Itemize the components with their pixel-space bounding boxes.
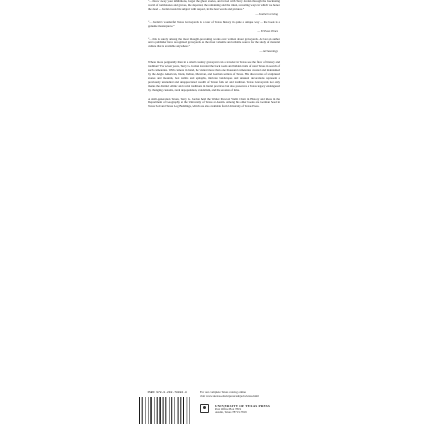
catalog-url[interactable]: visit www.utexas.edu/utpress/subjects/texas.html xyxy=(200,393,259,398)
blurb-text: “... throw away your inhibitions, forget the ghost stories, and travel with Terry Jordan through the fascinating world of tombstones and graves, the departed, the remaining and the ritual, revealing ways in which we honor the dead ... Jordan treats his subject with respect, in the best words and pictures.” xyxy=(148,0,280,11)
cover-footer xyxy=(138,391,298,429)
catalog-line: For our complete Texas catalog online xyxy=(200,390,246,394)
blurb-source: — Archaeology xyxy=(259,49,278,54)
publisher-block xyxy=(200,391,296,417)
blurb-source: — Southern Living xyxy=(255,11,278,16)
blurb-southern-living xyxy=(148,0,280,16)
blurb-text: “... Jordan’s wonderful Texas Graveyards is a tour of Texas history in quite a unique way ... the book is a genuine masterpiece.” xyxy=(148,19,280,28)
press-logo-icon xyxy=(200,404,209,413)
publisher-po-box: Post Office Box 7819 xyxy=(215,406,242,411)
author-bio xyxy=(148,98,280,110)
book-description xyxy=(148,61,280,92)
publisher-city: Austin, Texas 78713-7819 xyxy=(215,410,247,415)
blurb-text: “... this is surely among the most thought-provoking works ever written about graveyards. At last an author and a publisher have recognized graveyards as the most valuable and reliable source for the study of material culture that is available anywhere.” xyxy=(148,36,280,49)
blurb-el-paso-times xyxy=(148,21,280,33)
bio-text: A sixth-generation Texan, Terry G. Jordan held the Walter Prescott Webb Chair in History and Ideas in the Department of Geography at the University of Texas at Austin. Among his other books are German Seed in Texas Soil and Texas Log Buildings, which are also available from University of Texas Press. xyxy=(148,96,280,109)
blurb-archaeology xyxy=(148,38,280,54)
description-text: Where more poignantly than in a small country graveyard can a traveler in Texas see the flow of history and tradition? For seven years, Terry G. Jordan traveled the back roads and hidden trails of rural Texas in search of such cemeteries. With camera in hand, he visited more than one thousand cemeteries created and maintained by the Anglo American, black, Indian, Mexican, and German settlers of Texas. His discoveries of sculptured stones and mounds, box tombs and epitaphs, intricate landscapes and unusual decorations represent a previously unstudied and unappreciated wealth of Texan folk art and tradition. Texas Graveyards not only marks the distinct ethnic and racial traditions in burial practices but also preserves a Texas legacy endangered by changing customs, rural depopulation, vandalism, and the erosion of time. xyxy=(148,60,280,92)
barcode-icon xyxy=(138,393,196,425)
publisher-name: UNIVERSITY OF TEXAS PRESS xyxy=(215,403,271,408)
isbn-text: ISBN 978-0-292-78082-8 xyxy=(147,391,187,394)
publisher-address xyxy=(215,404,270,415)
blurb-source: — El Paso Times xyxy=(257,28,278,33)
